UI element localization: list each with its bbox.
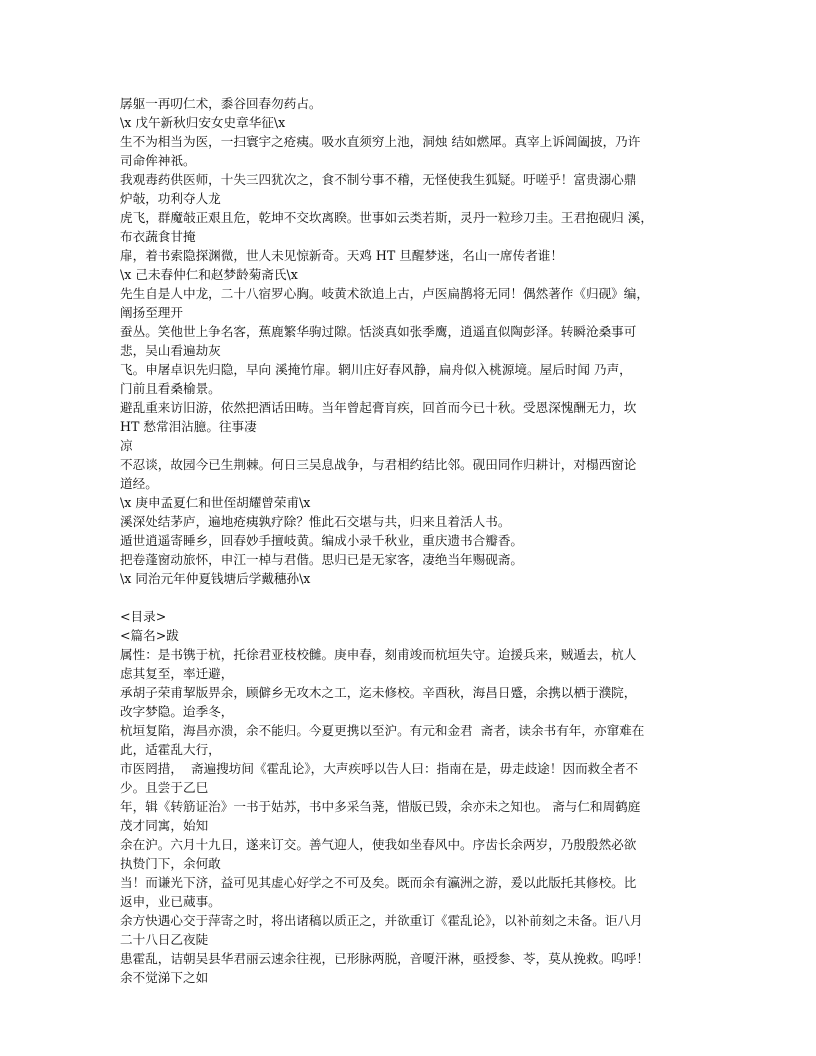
- text-line: 扉，着书索隐探渊微，世人未见惊新奇。天鸡 HT 旦醒梦迷，名山一席传者谁！: [120, 248, 563, 263]
- text-line: 蚕丛。笑他世上争名客，蕉鹿繁华驹过隙。恬淡真如张季鹰，逍遥直似陶彭泽。转瞬沧桑事可: [120, 324, 637, 339]
- text-line: 溪深处结茅庐，遍地疮痍孰疗除？惟此石交堪与共，归来且着活人书。: [120, 514, 511, 529]
- text-line: 凉: [120, 438, 133, 453]
- text-line: 市医罔措， 斋遍搜坊间《霍乱论》，大声疾呼以告人曰：指南在是，毋走歧途！因而救全者不: [120, 761, 639, 776]
- text-line: 年，辑《转筋证治》一书于姑苏，书中多采刍荛，惜版已毁，余亦未之知也。 斋与仁和周鹤庭: [120, 799, 641, 814]
- text-line: \x 己未春仲仁和赵梦龄菊斋氏\x: [120, 267, 298, 282]
- text-line: 余不觉涕下之如: [120, 970, 209, 985]
- text-line: 飞。申屠卓识先归隐，早向 溪掩竹扉。辋川庄好春风静，扁舟似入桃源境。屋后时闻 乃声，: [120, 362, 632, 377]
- text-line: 承胡子荣甫挈版畀余，顾僻乡无攻木之工，迄未修校。辛酉秋，海昌日蹙，余携以栖于濮院，: [120, 685, 637, 700]
- text-line: HT 愁常泪沾臆。往事凄: [120, 419, 257, 434]
- text-line: 此，适霍乱大行，: [120, 742, 221, 757]
- text-line: 改字梦隐。迨季冬，: [120, 704, 234, 719]
- text-line: \x 同治元年仲夏钱塘后学戴穗孙\x: [120, 571, 311, 586]
- document-body: [120, 94, 710, 987]
- text-line: \x 戊午新秋归安女史章华征\x: [120, 115, 286, 130]
- text-line: 孱躯一再叨仁术，黍谷回春勿药占。: [120, 96, 322, 111]
- text-line: 少。且尝于乙巳: [120, 780, 209, 795]
- text-line: 先生自是人中龙，二十八宿罗心胸。岐黄术欲追上古，卢医扁鹊将无同！偶然著作《归砚》编，: [120, 286, 649, 301]
- text-line: 不忍谈，故园今已生荆棘。何日三吴息战争，与君相约结比邻。砚田同作归耕计，对榻西窗论: [120, 457, 637, 472]
- text-line: 生不为相当为医，一扫寰宇之疮痍。吸水直须穷上池，洞烛 结如燃犀。真宰上诉阊阖披，乃许: [120, 134, 641, 149]
- text-line: 茂才同寓，始知: [120, 818, 209, 833]
- text-line: 属性：是书镌于杭，托徐君亚枝校雠。庚申春，刻甫竣而杭垣失守。迨援兵来，贼遁去，杭人: [120, 647, 637, 662]
- text-line: 炉敧，功利夺人龙: [120, 191, 221, 206]
- text-line: \x 庚申孟夏仁和世侄胡耀曾荣甫\x: [120, 495, 311, 510]
- text-line: 余在沪。六月十九日，遂来订交。善气迎人，使我如坐春风中。序齿长余两岁，乃殷殷然必欲: [120, 837, 637, 852]
- text-line: 阐扬至理开: [120, 305, 183, 320]
- text-line: 司命侔神祇。: [120, 153, 196, 168]
- text-line: 虑其复至，率迁避，: [120, 666, 234, 681]
- text-line: 遁世逍遥寄睡乡，回春妙手擅岐黄。编成小录千秋业，重庆遗书合瓣香。: [120, 533, 523, 548]
- text-line: 患霍乱，诘朝吴县华君丽云速余往视，已形脉两脱，音嗄汗淋，亟授参、苓，莫从挽救。呜呼！: [120, 951, 649, 966]
- text-line: 杭垣复陷，海昌亦溃，余不能归。今夏更携以至沪。有元和金君 斋者，读余书有年，亦窜难在: [120, 723, 645, 738]
- text-line: 二十八日乙夜陡: [120, 932, 209, 947]
- text-line: <篇名>跋: [120, 628, 179, 643]
- text-line: 避乱重来访旧游，依然把酒话田畴。当年曾起膏肓疾，回首而今已十秋。受恩深愧酬无力，坎: [120, 400, 637, 415]
- text-line: 余方快遇心交于萍寄之时，将出诸稿以质正之，并欲重订《霍乱论》，以补前刻之未备。讵八月: [120, 913, 643, 928]
- text-line: 门前且看桑榆景。: [120, 381, 221, 396]
- blank-line: [120, 588, 710, 607]
- text-line: 布衣蔬食甘掩: [120, 229, 196, 244]
- text-line: 当！而谦光下济，益可见其虚心好学之不可及矣。既而余有瀛洲之游，爰以此版托其修校。比: [120, 875, 637, 890]
- text-line: 执贽门下，余何敢: [120, 856, 221, 871]
- text-line: <目录>: [120, 609, 167, 624]
- text-line: 悲，吴山看遍劫灰: [120, 343, 221, 358]
- text-line: 道经。: [120, 476, 158, 491]
- text-line: 返申，业已蒇事。: [120, 894, 221, 909]
- text-line: 我观毒药供医师，十失三四犹次之，食不制兮事不稽，无怪使我生狐疑。吁嗟乎！富贵溺心鼎: [120, 172, 637, 187]
- text-line: 虎飞，群魔敧正艰且危，乾坤不交坎离睽。世事如云类若斯，灵丹一粒珍刀圭。王君抱砚归 溪，: [120, 210, 653, 225]
- text-line: 把卷蓬窗动旅怀，申江一棹与君偕。思归已是无家客，凄绝当年赐砚斋。: [120, 552, 523, 567]
